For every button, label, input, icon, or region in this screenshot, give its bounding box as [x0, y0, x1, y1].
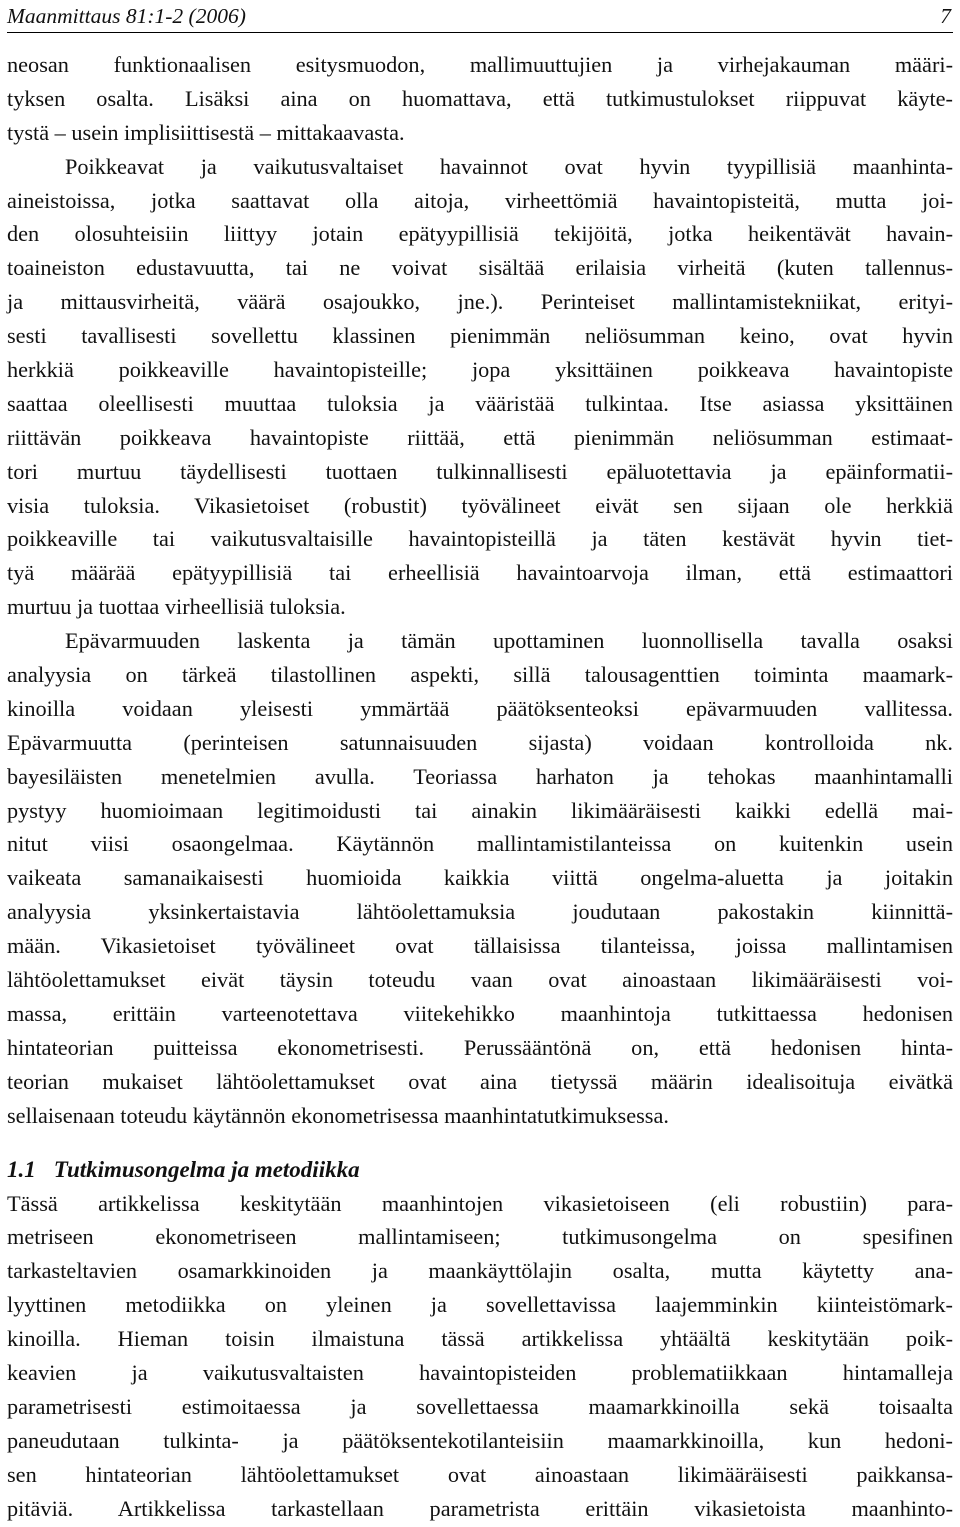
text-line: nitut viisi osaongelmaa. Käytännön mallintamistilanteissa on kuitenkin usein: [7, 831, 953, 857]
text-line: tori murtuu täydellisesti tuottaen tulkinnallisesti epäluotettavia ja epäinformatii-: [7, 458, 953, 484]
text-line: tystä – usein implisiittisestä – mittakaavasta.: [7, 119, 405, 145]
text-line: parametrisesti estimoitaessa ja sovellettaessa maamarkkinoilla sekä toisaalta: [7, 1393, 953, 1419]
page-body: [7, 48, 953, 1525]
text-line: keavien ja vaikutusvaltaisten havaintopisteiden problematiikkaan hintamalleja: [7, 1359, 953, 1385]
text-line: pystyy huomioimaan legitimoidusti tai ainakin likimääräisesti kaikki edellä mai-: [7, 797, 953, 823]
text-line: paneudutaan tulkinta- ja päätöksentekotilanteisiin maamarkkinoilla, kun hedoni-: [7, 1427, 953, 1453]
section-number: 1.1: [7, 1156, 36, 1182]
text-line: Epävarmuuden laskenta ja tämän upottaminen luonnollisella tavalla osaksi: [65, 628, 953, 654]
text-line: Poikkeavat ja vaikutusvaltaiset havainnot ovat hyvin tyypillisiä maanhinta-: [65, 153, 953, 179]
text-line: den olosuhteisiin liittyy jotain epätyypillisiä tekijöitä, jotka heikentävät havain-: [7, 221, 953, 247]
text-line: hintateorian puitteissa ekonometrisesti. Perussääntönä on, että hedonisen hinta-: [7, 1034, 953, 1060]
text-line: sen hintateorian lähtöolettamukset ovat ainoastaan likimääräisesti paikkansa-: [7, 1461, 953, 1487]
text-line: aineistoissa, jotka saattavat olla aitoja, virheettömiä havaintopisteitä, mutta joi-: [7, 187, 953, 213]
running-header: [7, 0, 953, 33]
text-line: kinoilla. Hieman toisin ilmaistuna tässä artikkelissa yhtäältä keskitytään poik-: [7, 1326, 953, 1352]
paragraph-research-problem: [7, 1187, 953, 1526]
text-line: sellaisenaan toteudu käytännön ekonometrisessa maanhintatutkimuksessa.: [7, 1102, 669, 1128]
text-line: kinoilla voidaan yleisesti ymmärtää päätöksenteoksi epävarmuuden vallitessa.: [7, 695, 953, 721]
text-line: tarkasteltavien osamarkkinoiden ja maankäyttölajin osalta, mutta käytetty ana-: [7, 1258, 953, 1284]
text-line: visia tuloksia. Vikasietoiset (robustit) työvälineet eivät sen sijaan ole herkkiä: [7, 492, 953, 518]
section-title: Tutkimusongelma ja metodiikka: [53, 1156, 360, 1182]
text-line: toaineiston edustavuutta, tai ne voivat sisältää erilaisia virheitä (kuten tallennus-: [7, 255, 953, 281]
text-line: lyyttinen metodiikka on yleinen ja sovellettavissa laajemminkin kiinteistömark-: [7, 1292, 953, 1318]
text-line: teorian mukaiset lähtöolettamukset ovat aina tietyssä määrin idealisoituja eivätkä: [7, 1068, 953, 1094]
paragraph-uncertainty: [7, 624, 953, 1132]
journal-citation: Maanmittaus 81:1-2 (2006): [7, 4, 246, 28]
text-line: analyysia on tärkeä tilastollinen aspekti, sillä talousagenttien toiminta maamark-: [7, 662, 953, 688]
text-line: sesti tavallisesti sovellettu klassinen pienimmän neliösumman keino, ovat hyvin: [7, 323, 953, 349]
text-line: analyysia yksinkertaistavia lähtöolettamuksia joudutaan pakostakin kiinnittä-: [7, 899, 953, 925]
text-line: mään. Vikasietoiset työvälineet ovat tällaisissa tilanteissa, joissa mallintamisen: [7, 933, 953, 959]
text-line: tyksen osalta. Lisäksi aina on huomattava, että tutkimustulokset riippuvat käyte-: [7, 85, 953, 111]
text-line: pitäviä. Artikkelissa tarkastellaan parametrista erittäin vikasietoista maanhinto-: [7, 1495, 953, 1521]
paragraph-outliers: [7, 150, 953, 624]
text-line: Tässä artikkelissa keskitytään maanhintojen vikasietoiseen (eli robustiin) para-: [7, 1190, 953, 1216]
text-line: metriseen ekonometriseen mallintamiseen; tutkimusongelma on spesifinen: [7, 1224, 953, 1250]
text-line: riittävän poikkeava havaintopiste riittää, että pienimmän neliösumman estimaat-: [7, 424, 953, 450]
text-line: tyä määrää epätyypillisiä tai erheellisiä havaintoarvoja ilman, että estimaattori: [7, 560, 953, 586]
text-line: ja mittausvirheitä, väärä osajoukko, jne.). Perinteiset mallintamistekniikat, erityi-: [7, 289, 953, 315]
text-line: murtuu ja tuottaa virheellisiä tuloksia.: [7, 594, 346, 620]
paragraph-continuation: [7, 48, 953, 150]
text-line: herkkiä poikkeaville havaintopisteille; jopa yksittäinen poikkeava havaintopiste: [7, 357, 953, 383]
page-number: 7: [940, 4, 951, 28]
text-line: poikkeaville tai vaikutusvaltaisille havaintopisteillä ja täten kestävät hyvin tiet-: [7, 526, 953, 552]
text-line: vaikeata samanaikaisesti huomioida kaikkia viittä ongelma-aluetta ja joitakin: [7, 865, 953, 891]
section-heading: [7, 1153, 953, 1187]
text-line: bayesiläisten menetelmien avulla. Teoriassa harhaton ja tehokas maanhintamalli: [7, 763, 953, 789]
text-line: saattaa oleellisesti muuttaa tuloksia ja vääristää tulkintaa. Itse asiassa yksittäinen: [7, 390, 953, 416]
text-line: neosan funktionaalisen esitysmuodon, mallimuuttujien ja virhejakauman määri-: [7, 52, 953, 77]
text-line: massa, erittäin varteenotettava viitekehikko maanhintoja tutkittaessa hedonisen: [7, 1000, 953, 1026]
text-line: Epävarmuutta (perinteisen satunnaisuuden sijasta) voidaan kontrolloida nk.: [7, 729, 953, 755]
text-line: lähtöolettamukset eivät täysin toteudu vaan ovat ainoastaan likimääräisesti voi-: [7, 967, 953, 993]
